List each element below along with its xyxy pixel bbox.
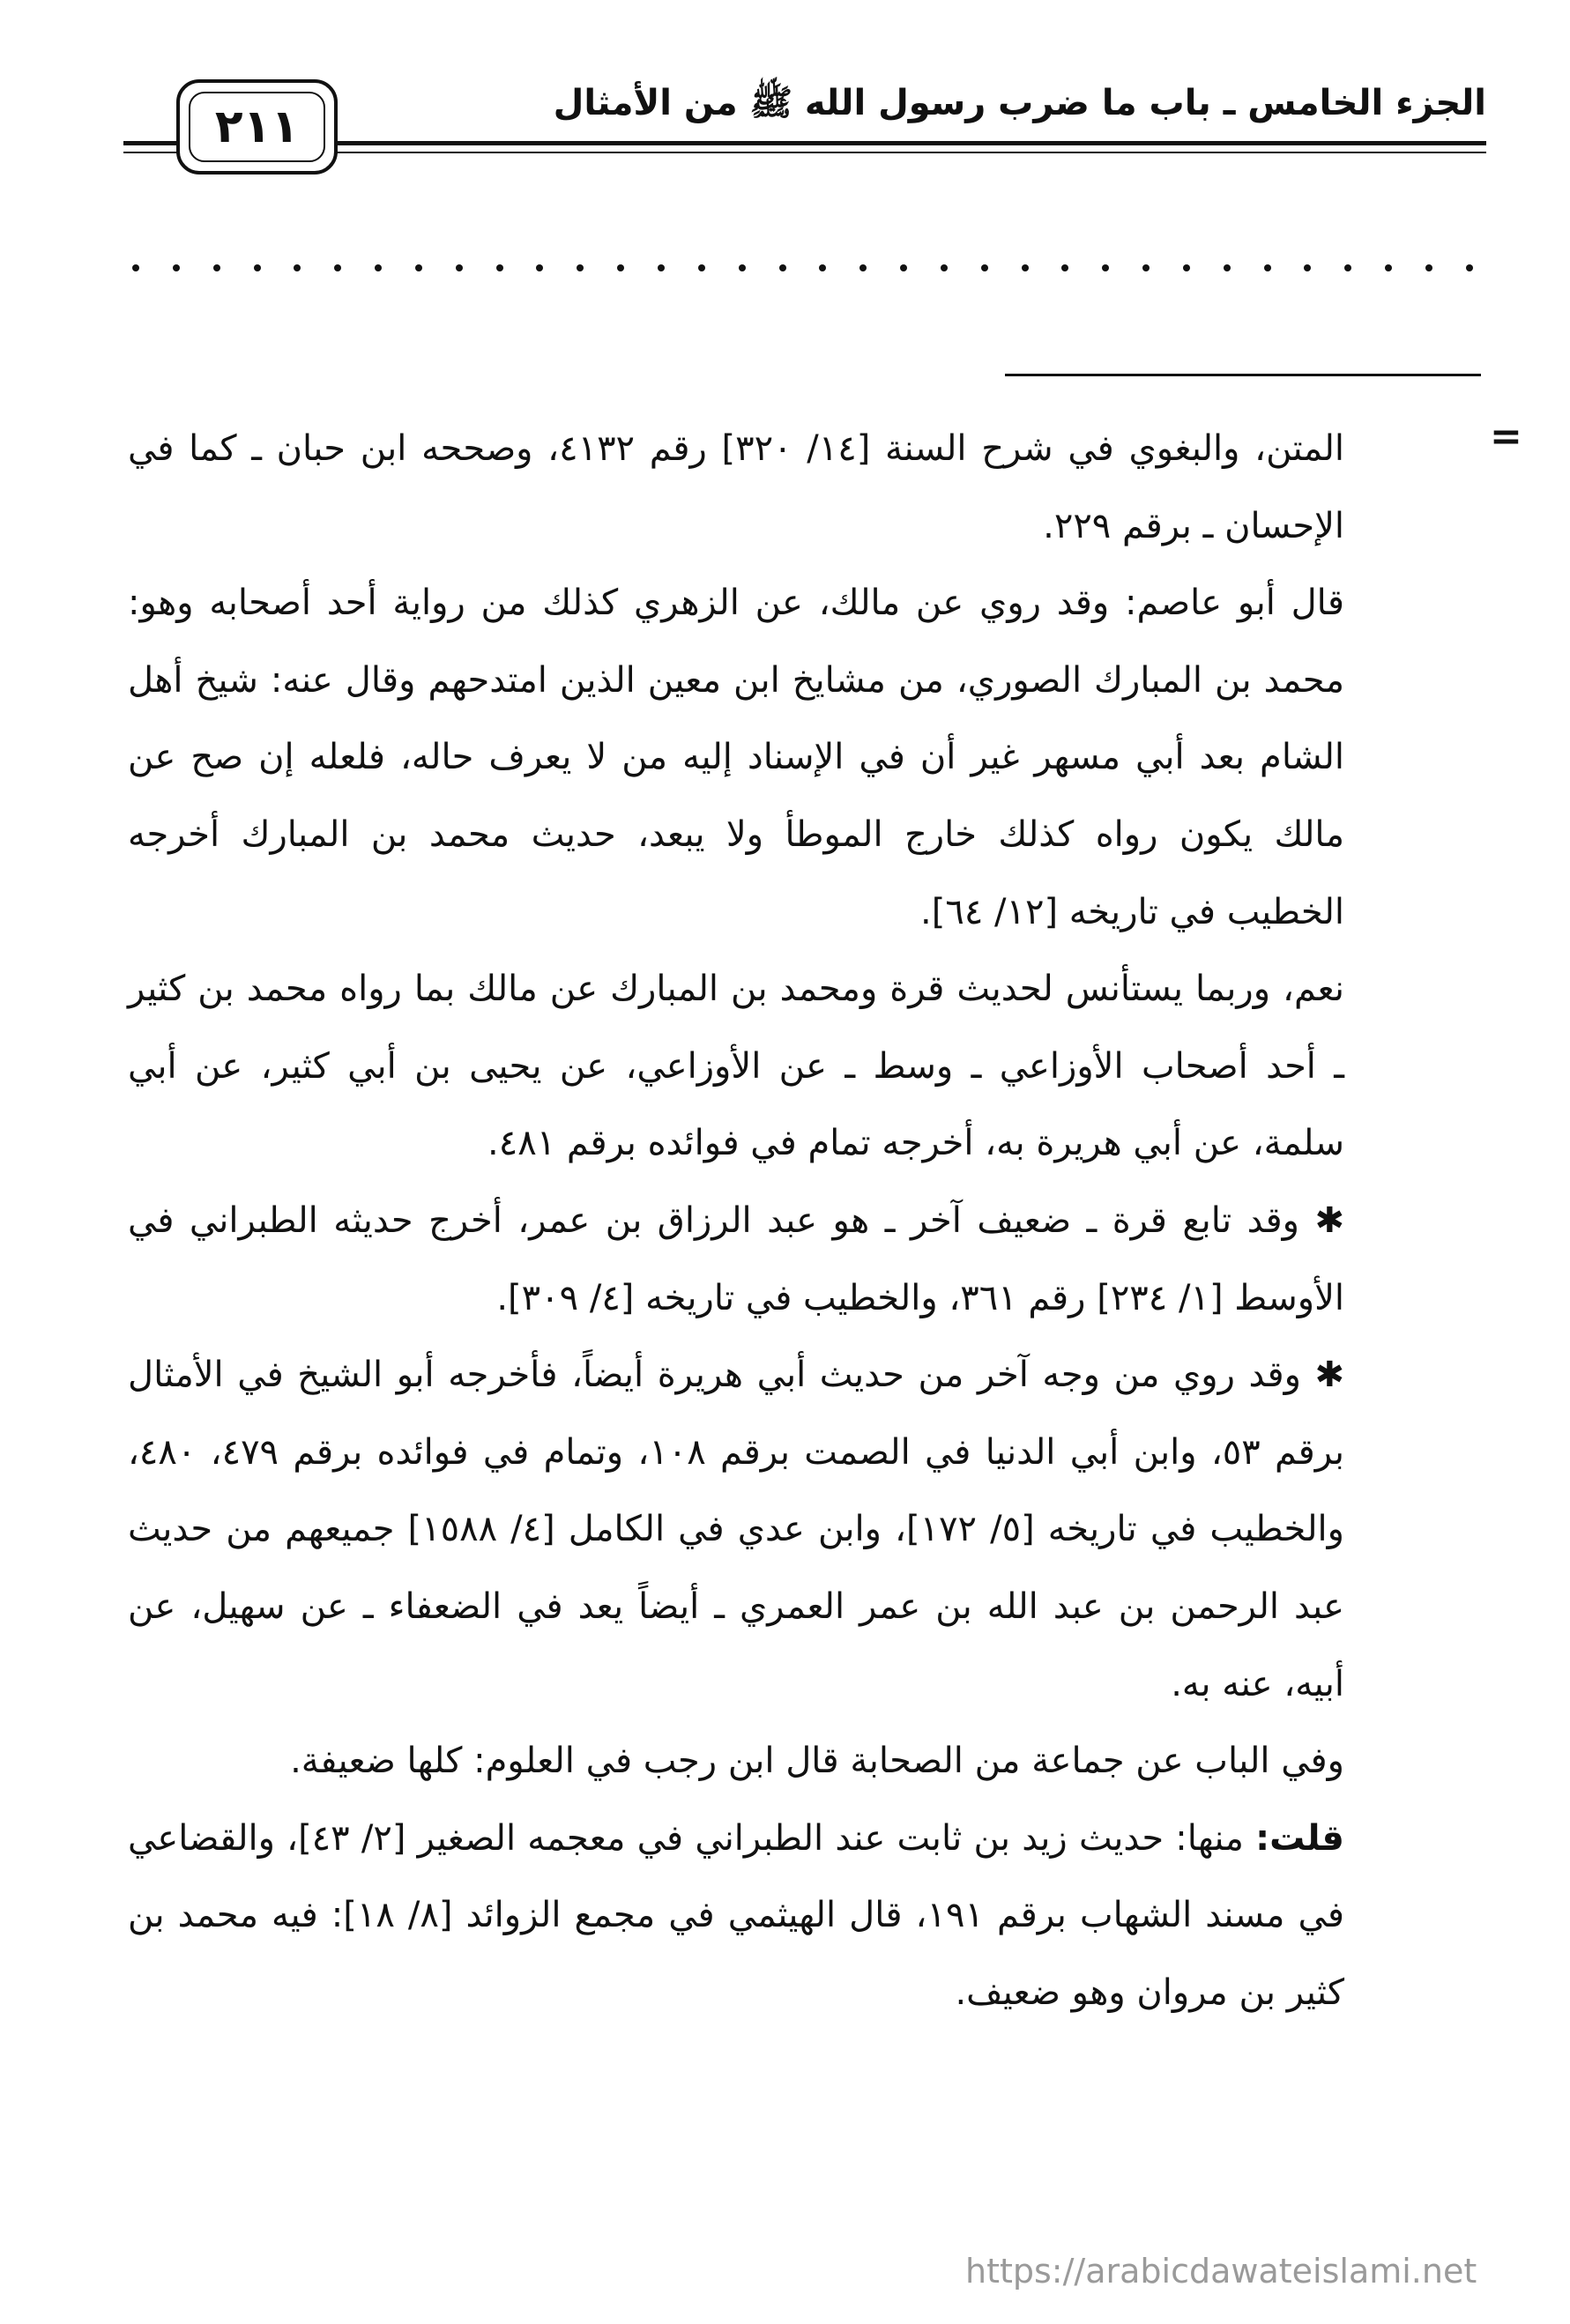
dot <box>981 264 988 271</box>
paragraph <box>128 1183 1344 1337</box>
dot <box>1061 264 1068 271</box>
dot <box>698 264 705 271</box>
paragraph-text: نعم، وربما يستأنس لحديث قرة ومحمد بن المبارك عن مالك بما رواه محمد بن كثير ـ أحد أصحاب الأوزاعي ـ وسط ـ عن الأوزاعي، عن يحيى بن أبي كثير، عن أبي سلمة، عن أبي هريرة به، أخرجه تمام في فوائده برقم ٤٨١. <box>128 969 1344 1164</box>
page-number-frame <box>176 79 338 174</box>
dot <box>496 264 503 271</box>
paragraph-lead: قلت: <box>1255 1817 1344 1859</box>
dot <box>1304 264 1311 271</box>
footnote-body <box>128 411 1344 2031</box>
dot <box>739 264 746 271</box>
dot <box>779 264 786 271</box>
dot <box>1142 264 1150 271</box>
dot <box>334 264 341 271</box>
paragraph <box>128 565 1344 951</box>
dot <box>132 264 139 271</box>
running-header-title: الجزء الخامس ـ باب ما ضرب رسول الله ﷺ من الأمثال <box>553 83 1486 123</box>
dot <box>536 264 543 271</box>
dot <box>254 264 261 271</box>
dotted-ellipsis-line <box>132 264 1473 273</box>
page-number: ٢١١ <box>189 92 325 162</box>
dot <box>941 264 948 271</box>
dot <box>415 264 422 271</box>
dot <box>1224 264 1231 271</box>
dot <box>1344 264 1351 271</box>
dot <box>294 264 301 271</box>
paragraph <box>128 951 1344 1183</box>
paragraph <box>128 1723 1344 1801</box>
continuation-mark: = <box>1490 414 1522 459</box>
dot <box>617 264 624 271</box>
paragraph-text: ✱ وقد تابع قرة ـ ضعيف آخر ـ هو عبد الرزاق بن عمر، أخرج حديثه الطبراني في الأوسط [١/ ٢٣٤] رقم ٣٦١، والخطيب في تاريخه [٤/ ٣٠٩]. <box>128 1199 1344 1318</box>
site-watermark: https://arabicdawateislami.net <box>965 2252 1477 2291</box>
footnote-separator <box>1005 374 1481 376</box>
dot <box>1022 264 1029 271</box>
dot <box>456 264 463 271</box>
paragraph <box>128 411 1344 565</box>
dot <box>859 264 867 271</box>
dot <box>658 264 665 271</box>
dot <box>1466 264 1473 271</box>
dot <box>577 264 584 271</box>
dot <box>819 264 826 271</box>
dot <box>1425 264 1432 271</box>
paragraph-text: وفي الباب عن جماعة من الصحابة قال ابن رجب في العلوم: كلها ضعيفة. <box>290 1741 1344 1782</box>
paragraph <box>128 1337 1344 1723</box>
dot <box>213 264 220 271</box>
dot <box>1385 264 1392 271</box>
dot <box>173 264 180 271</box>
paragraph-text: قال أبو عاصم: وقد روي عن مالك، عن الزهري كذلك من رواية أحد أصحابه وهو: محمد بن المبارك الصوري، من مشايخ ابن معين الذين امتدحهم وقال عنه: شيخ أهل الشام بعد أبي مسهر غير أن في الإسناد إليه من لا يعرف حاله، فلعله إن صح عن مالك يكون رواه كذلك خارج الموطأ ولا يبعد، حديث محمد بن المبارك أخرجه الخطيب في تاريخه [١٢/ ٦٤]. <box>128 583 1344 932</box>
paragraph-text: المتن، والبغوي في شرح السنة [١٤/ ٣٢٠] رقم ٤١٣٢، وصححه ابن حبان ـ كما في الإحسان ـ برقم ٢٢٩. <box>128 428 1345 546</box>
paragraph <box>128 1801 1344 2032</box>
paragraph-text: منها: حديث زيد بن ثابت عند الطبراني في معجمه الصغير [٢/ ٤٣]، والقضاعي في مسند الشهاب برقم ١٩١، قال الهيثمي في مجمع الزوائد [٨/ ١٨]: فيه محمد بن كثير بن مروان وهو ضعيف. <box>128 1817 1344 2013</box>
dot <box>1183 264 1190 271</box>
paragraph-text: ✱ وقد روي من وجه آخر من حديث أبي هريرة أيضاً، فأخرجه أبو الشيخ في الأمثال برقم ٥٣، وابن أبي الدنيا في الصمت برقم ١٠٨، وتمام في فوائده برقم ٤٧٩، ٤٨٠، والخطيب في تاريخه [٥/ ١٧٢]، وابن عدي في الكامل [٤/ ١٥٨٨] جميعهم من حديث عبد الرحمن بن عبد الله بن عمر العمري ـ أيضاً يعد في الضعفاء ـ عن سهيل، عن أبيه، عنه به. <box>128 1355 1345 1704</box>
dot <box>1102 264 1109 271</box>
dot <box>900 264 907 271</box>
dot <box>1264 264 1271 271</box>
dot <box>375 264 382 271</box>
